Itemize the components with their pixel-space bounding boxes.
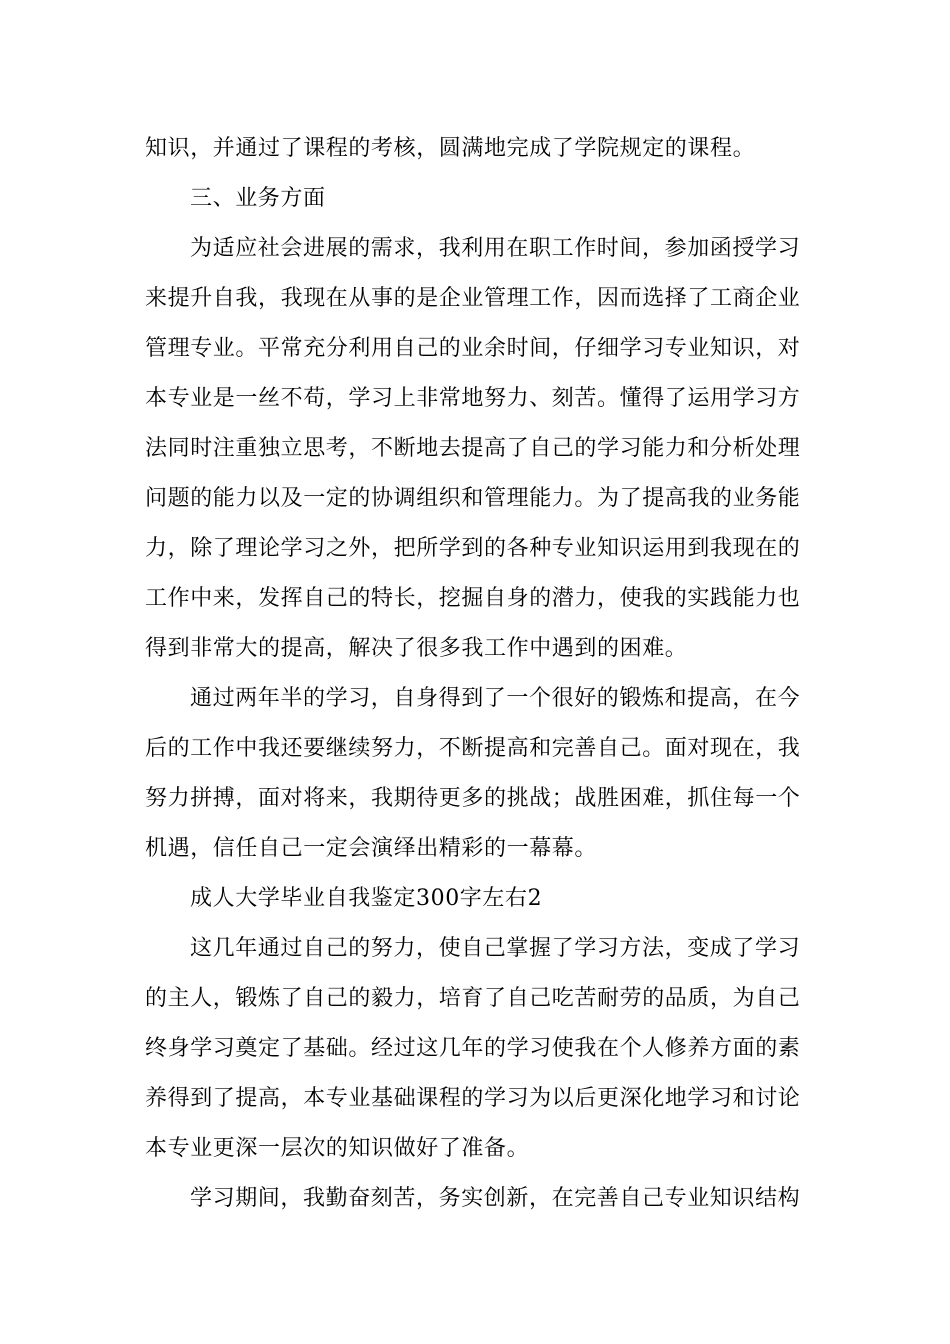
text-line: 终身学习奠定了基础。经过这几年的学习使我在个人修养方面的素: [145, 1036, 801, 1061]
section-heading: 三、业务方面: [190, 186, 326, 211]
text-line: 机遇，信任自己一定会演绎出精彩的一幕幕。: [145, 836, 598, 861]
text-line: 力，除了理论学习之外，把所学到的各种专业知识运用到我现在的: [145, 536, 801, 561]
text-line: 管理专业。平常充分利用自己的业余时间，仔细学习专业知识，对: [145, 336, 801, 361]
text-line: 本专业是一丝不苟，学习上非常地努力、刻苦。懂得了运用学习方: [145, 386, 801, 411]
text-line: 为适应社会进展的需求，我利用在职工作时间，参加函授学习: [190, 236, 801, 261]
text-line: 本专业更深一层次的知识做好了准备。: [145, 1136, 530, 1161]
text-line: 问题的能力以及一定的协调组织和管理能力。为了提高我的业务能: [145, 486, 801, 511]
text-line: 法同时注重独立思考，不断地去提高了自己的学习能力和分析处理: [145, 436, 801, 461]
text-line: 养得到了提高，本专业基础课程的学习为以后更深化地学习和讨论: [145, 1086, 801, 1111]
text-line: 努力拼搏，面对将来，我期待更多的挑战；战胜困难，抓住每一个: [145, 786, 801, 811]
text-line: 来提升自我，我现在从事的是企业管理工作，因而选择了工商企业: [145, 286, 801, 311]
text-line: 这几年通过自己的努力，使自己掌握了学习方法，变成了学习: [190, 936, 801, 961]
text-line: 知识，并通过了课程的考核，圆满地完成了学院规定的课程。: [145, 136, 756, 161]
text-line: 学习期间，我勤奋刻苦，务实创新，在完善自己专业知识结构: [190, 1186, 801, 1211]
text-line: 的主人，锻炼了自己的毅力，培育了自己吃苦耐劳的品质，为自己: [145, 986, 801, 1011]
text-line: 后的工作中我还要继续努力，不断提高和完善自己。面对现在，我: [145, 736, 801, 761]
text-line: 通过两年半的学习，自身得到了一个很好的锻炼和提高，在今: [190, 686, 801, 711]
text-line: 得到非常大的提高，解决了很多我工作中遇到的困难。: [145, 636, 688, 661]
text-line: 工作中来，发挥自己的特长，挖掘自身的潜力，使我的实践能力也: [145, 586, 801, 611]
section-heading: 成人大学毕业自我鉴定300字左右2: [190, 886, 543, 911]
